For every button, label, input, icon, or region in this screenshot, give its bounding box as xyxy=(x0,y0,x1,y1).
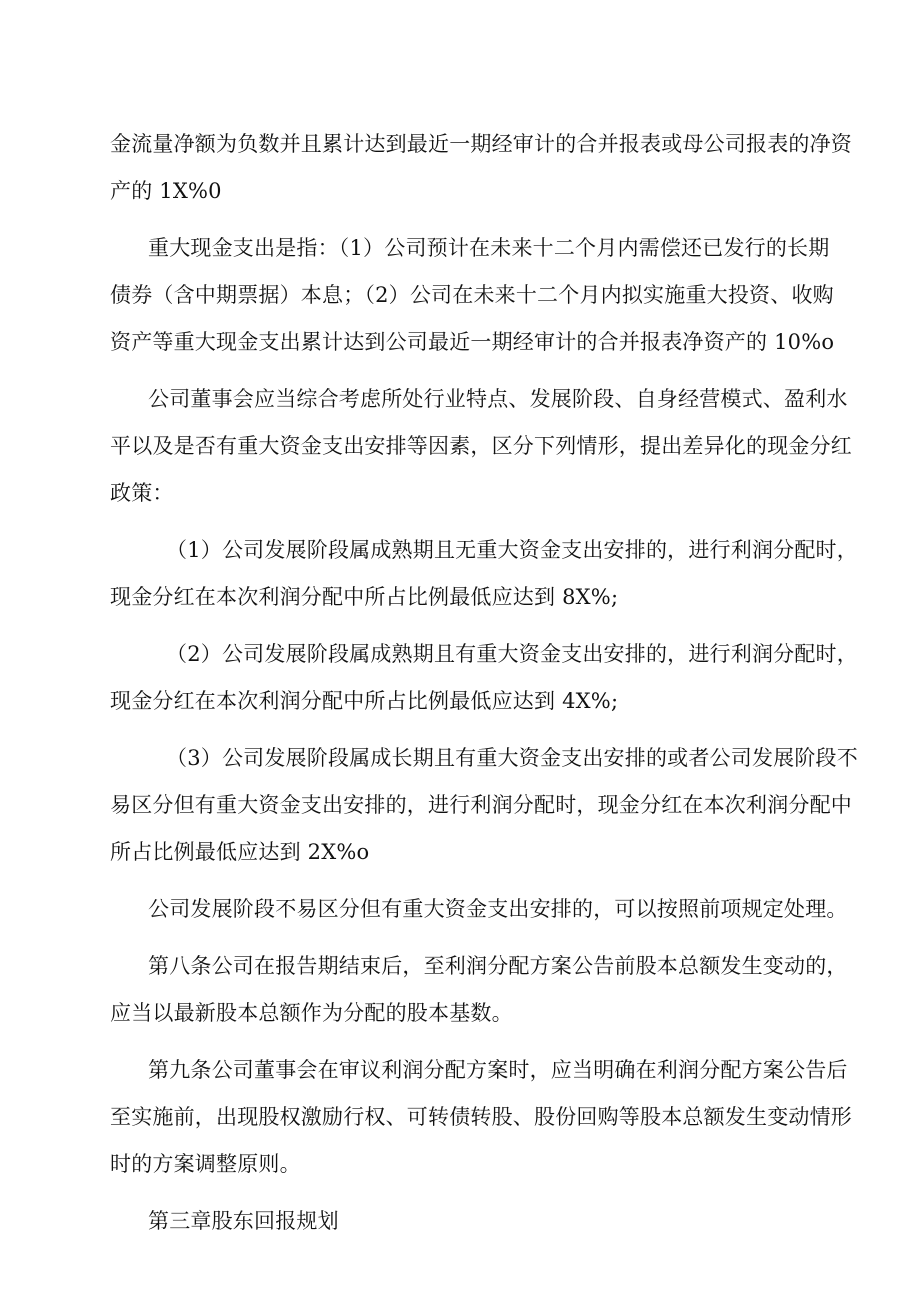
list-item-1-line-1: （1）公司发展阶段属成熟期且无重大资金支出安排的，进行利润分配时， xyxy=(166,538,858,562)
list-item-3-line-1: （3）公司发展阶段属成长期且有重大资金支出安排的或者公司发展阶段不 xyxy=(166,746,858,770)
list-item-3-line-2: 易区分但有重大资金支出安排的，进行利润分配时，现金分红在本次利润分配中 xyxy=(110,793,852,817)
article-8-line-2: 应当以最新股本总额作为分配的股本基数。 xyxy=(110,1001,513,1025)
list-item-3-line-3: 所占比例最低应达到 2X%o xyxy=(110,840,370,864)
list-item-2-line-2: 现金分红在本次利润分配中所占比例最低应达到 4X%; xyxy=(110,689,619,713)
paragraph-2-line-3: 资产等重大现金支出累计达到公司最近一期经审计的合并报表净资产的 10%o xyxy=(110,330,835,354)
paragraph-3-line-3: 政策： xyxy=(110,481,174,505)
paragraph-3-line-1: 公司董事会应当综合考虑所处行业特点、发展阶段、自身经营模式、盈利水 xyxy=(148,387,848,411)
article-9-line-2: 至实施前，出现股权激励行权、可转债转股、股份回购等股本总额发生变动情形 xyxy=(110,1105,852,1129)
list-item-1-line-2: 现金分红在本次利润分配中所占比例最低应达到 8X%; xyxy=(110,585,619,609)
paragraph-2-line-2: 债券（含中期票据）本息；（2）公司在未来十二个月内拟实施重大投资、收购 xyxy=(110,283,834,307)
article-9-line-3: 时的方案调整原则。 xyxy=(110,1152,301,1176)
paragraph-4-line-1: 公司发展阶段不易区分但有重大资金支出安排的，可以按照前项规定处理。 xyxy=(148,897,848,921)
article-9-line-1: 第九条公司董事会在审议利润分配方案时，应当明确在利润分配方案公告后 xyxy=(148,1058,848,1082)
paragraph-1-line-2: 产的 1X%0 xyxy=(110,179,222,203)
chapter-3-heading: 第三章股东回报规划 xyxy=(148,1209,339,1233)
article-8-line-1: 第八条公司在报告期结束后，至利润分配方案公告前股本总额发生变动的， xyxy=(148,954,848,978)
list-item-2-line-1: （2）公司发展阶段属成熟期且有重大资金支出安排的，进行利润分配时， xyxy=(166,642,858,666)
paragraph-3-line-2: 平以及是否有重大资金支出安排等因素，区分下列情形，提出差异化的现金分红 xyxy=(110,434,852,458)
paragraph-1-line-1: 金流量净额为负数并且累计达到最近一期经审计的合并报表或母公司报表的净资 xyxy=(110,132,852,156)
paragraph-2-line-1: 重大现金支出是指：（1）公司预计在未来十二个月内需偿还已发行的长期 xyxy=(148,236,830,260)
